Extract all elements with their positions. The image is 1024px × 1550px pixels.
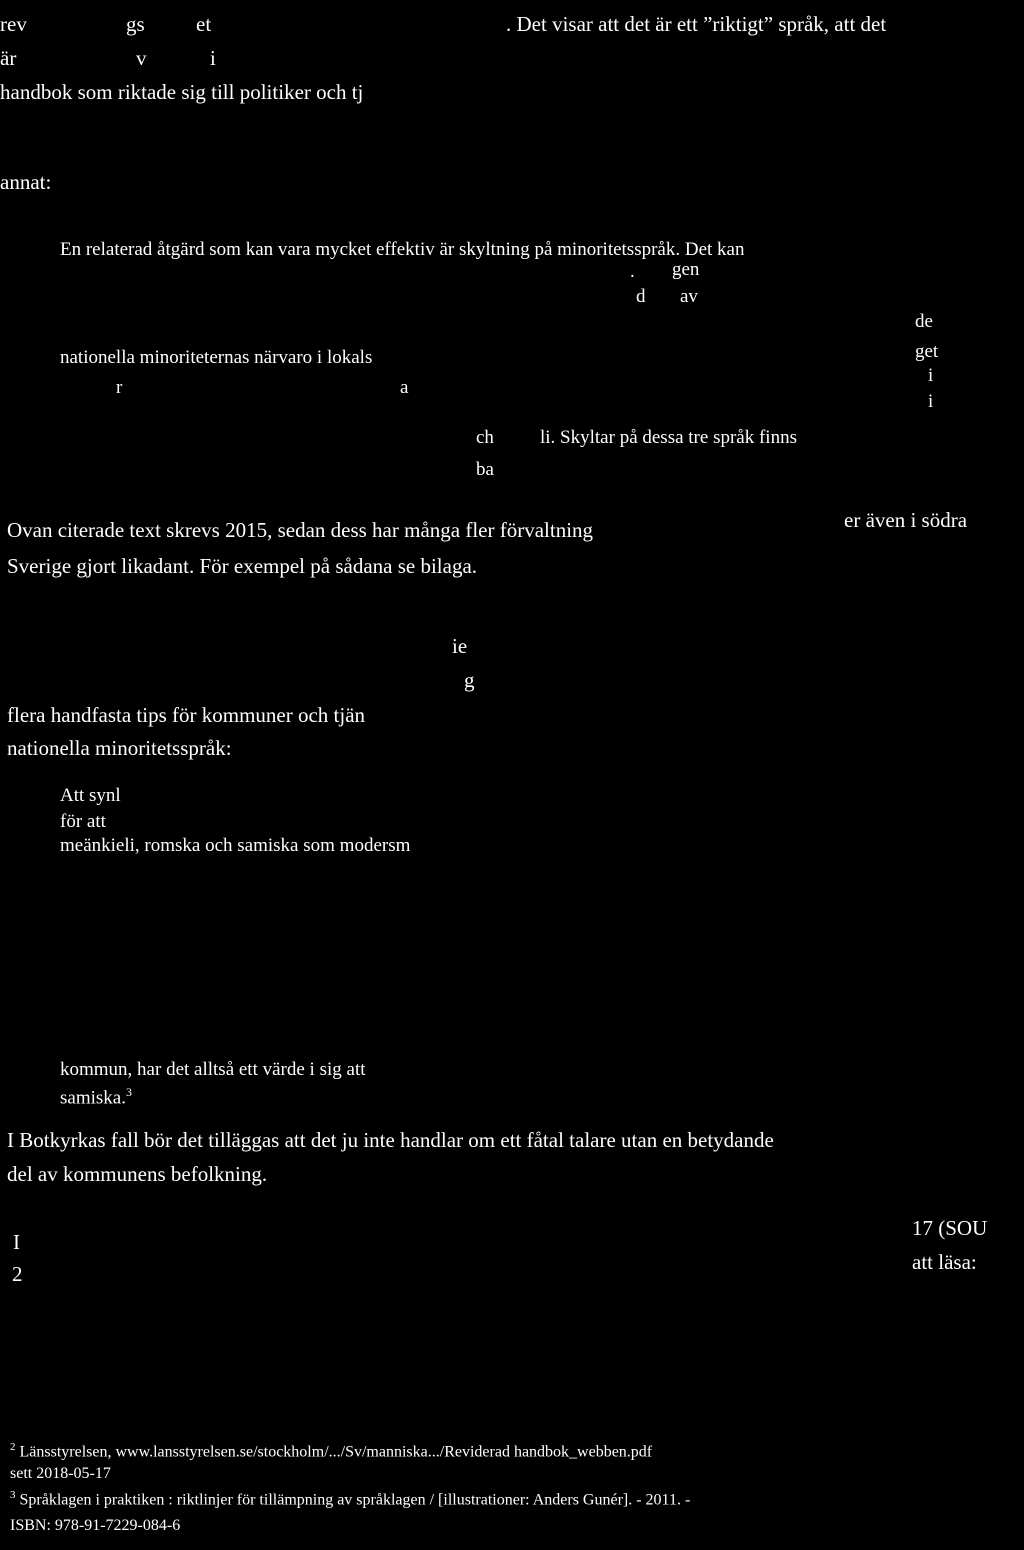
footnote-2-date: sett 2018-05-17 [10,1465,111,1482]
text-fragment: er även i södra [844,508,968,532]
quote-line: nationella minoriteternas närvaro i lokals [60,347,373,368]
text-fragment: I [13,1230,20,1254]
text-fragment: de [915,311,933,332]
quote-line: kommun, har det alltså ett värde i sig att [60,1059,366,1080]
text-line: nationella minoritetsspråk: [7,736,232,760]
text-fragment: rev [0,12,27,36]
quote-line: En relaterad åtgärd som kan vara mycket effektiv är skyltning på minoritetsspråk. Det kan [60,239,745,260]
text-fragment: gen [672,259,700,280]
text-fragment: i [928,391,934,412]
text-fragment: g [464,668,475,692]
quote-line [60,1086,132,1107]
text-line: I Botkyrkas fall bör det tilläggas att det ju inte handlar om ett fåtal talare utan en betydande [7,1128,774,1152]
text-line: . Det visar att det är ett ”riktigt” språk, att det [506,12,887,36]
text-line: annat: [0,170,52,194]
text-fragment: gs [126,12,145,36]
text-line: handbok som riktade sig till politiker och tj [0,80,364,104]
text-fragment: r [116,377,123,398]
quote-line: li. Skyltar på dessa tre språk finns [540,427,797,448]
footnote-text: Länsstyrelsen, www.lansstyrelsen.se/stockholm/.../Sv/manniska.../Reviderad handbok_webben.pdf [19,1443,653,1461]
quote-line: för att [60,811,106,832]
text-fragment: et [196,12,212,36]
text-fragment: i [210,46,216,70]
text-fragment: är [0,46,17,70]
text-fragment: 17 (SOU [912,1216,988,1240]
text-fragment: av [680,286,698,307]
text-line: del av kommunens befolkning. [7,1162,268,1186]
text-fragment: ba [476,459,494,480]
text-fragment: a [400,377,409,398]
footnote-3 [10,1490,690,1508]
footnote-3-isbn: ISBN: 978-91-7229-084-6 [10,1517,181,1534]
footnote-text: Språklagen i praktiken : riktlinjer för tillämpning av språklagen / [illustrationer: Anders Gunér]. - 2011. - [19,1491,691,1509]
text-line: Ovan citerade text skrevs 2015, sedan dess har många fler förvaltning [7,518,594,542]
text-line: flera handfasta tips för kommuner och tjän [7,703,366,727]
text-fragment: ie [452,634,468,658]
text-fragment: v [136,46,147,70]
footnote-marker: 3 [10,1489,16,1501]
text-fragment: . [630,261,635,282]
quote-line: Att synl [60,785,121,806]
text-fragment: att läsa: [912,1250,977,1274]
quote-line: meänkieli, romska och samiska som modersm [60,835,411,856]
text-fragment: get [915,341,939,362]
text-fragment: 2 [12,1262,23,1286]
text-fragment: i [928,365,934,386]
text-fragment: ch [476,427,494,448]
footnote-ref: 3 [125,1085,132,1099]
footnote-marker: 2 [10,1441,16,1453]
text-line: Sverige gjort likadant. För exempel på sådana se bilaga. [7,554,478,578]
quote-text: samiska. [60,1087,126,1109]
text-fragment: d [636,286,646,307]
footnote-2 [10,1442,652,1460]
